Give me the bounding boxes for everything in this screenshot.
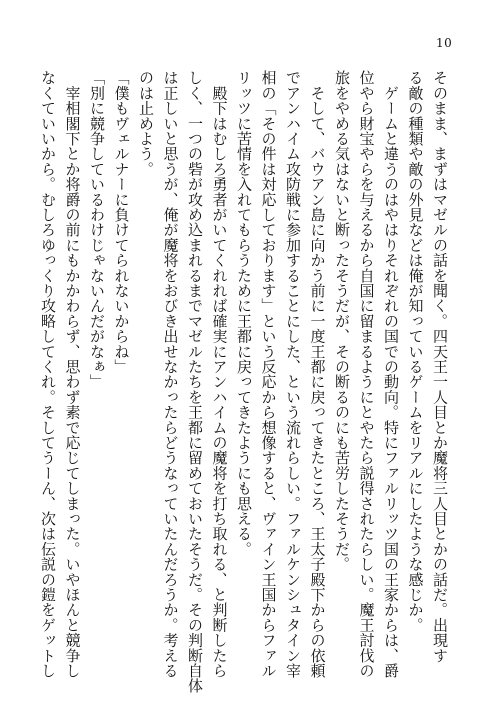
text-line: そして、バウアン島に向かう前に一度王都に戻ってきたところ、王太子殿下からの依頼 bbox=[308, 70, 327, 678]
text-line: のは止めよう。 bbox=[137, 70, 155, 177]
text-line: 殿下はむしろ勇者がいてくれれば確実にアンハイムの魔将を打ち取れる、と判断したら bbox=[210, 70, 229, 678]
text-line: 「僕もヴェルナーに負けてられないからね」 bbox=[112, 70, 131, 374]
text-line: る敵の種類や敵の外見などは俺が知っているゲームをリアルにしたような感じか。 bbox=[406, 70, 425, 633]
text-line: 宰相閣下とか将爵の前にもかかわらず、思わず素で応じてしまった。いやほんと競争し bbox=[63, 70, 82, 678]
text-line: 相の「その件は対応しております」という反応から想像すると、ヴァイン王国からファル bbox=[259, 70, 278, 678]
text-line: リッツに苦情を入れてもらうために王都に戻ってきたようにも思える。 bbox=[235, 70, 253, 557]
text-line: でアンハイム攻防戦に参加することにした、という流れらしい。ファルケンシュタイン宰 bbox=[284, 70, 302, 678]
text-line: そのまま、まずはマゼルの話を聞く。四天王一人目とか魔将三人目とかの話だ。出現す bbox=[431, 70, 449, 663]
text-line: ゲームと違うのはやはりそれぞれの国での動向。特にファルリッツ国の王家からは、爵 bbox=[382, 70, 400, 678]
page-number: 10 bbox=[436, 36, 453, 50]
body-text bbox=[39, 70, 452, 694]
text-line: なくていいから。むしろゆっくり攻略してくれ。そしてうーん、次は伝説の鎧をゲットし bbox=[39, 70, 57, 678]
text-line: しく、一つの砦が攻め込まれるまでマゼルたちを王都に留めておいたそうだ。その判断自体 bbox=[186, 70, 204, 694]
text-line: は正しいと思うが、俺が魔将をおびき出せなかったらどうなっていたんだろうか。考える bbox=[161, 70, 180, 678]
text-line: 「別に競争しているわけじゃないんだがなぁ」 bbox=[88, 70, 106, 390]
text-line: 旅をやめる気はないと断ったそうだが、その断るのにも苦労したそうだ。 bbox=[333, 70, 351, 572]
text-line: 位やら財宝やらを与えるから自国に留まるようにとやたら説得されたらしい。魔王討伐の bbox=[357, 70, 376, 678]
